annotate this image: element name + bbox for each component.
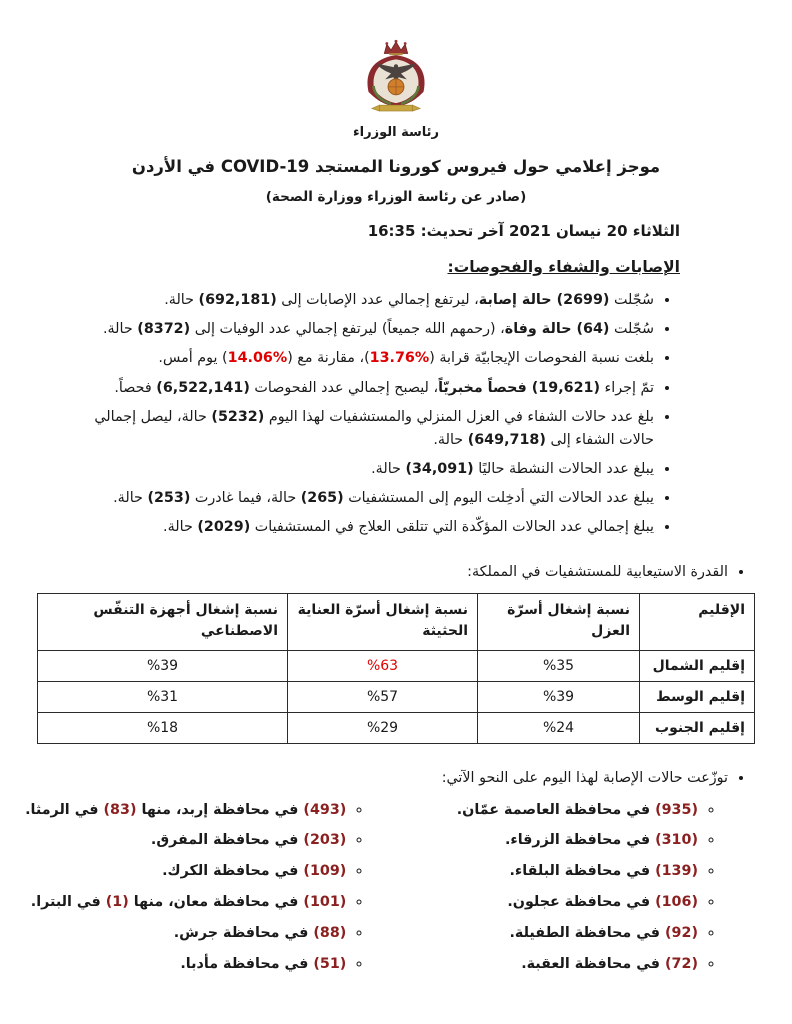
logo-caption: رئاسة الوزراء <box>353 125 439 140</box>
text-segment: سُجّلت <box>609 321 654 338</box>
text-segment: في محافظة معان، منها <box>128 894 304 911</box>
list-item <box>4 923 346 944</box>
text-segment: في محافظة الزرقاء. <box>504 832 656 849</box>
list-item <box>92 377 654 400</box>
text-segment: (1) <box>105 894 129 911</box>
text-segment: (64) حالة وفاة <box>504 321 610 338</box>
date-line: الثلاثاء 20 نيسان 2021 آخر تحديث: 16:35 <box>367 222 680 241</box>
list-item <box>4 800 346 821</box>
text-segment: في محافظة البلقاء. <box>509 863 656 880</box>
distribution-intro-line: • توزّعت حالات الإصابة لهذا اليوم على النحو الآتي: <box>0 770 728 786</box>
text-segment: (253) <box>147 490 191 507</box>
text-segment: يبلغ عدد الحالات التي أدخِلت اليوم إلى المستشفيات <box>343 490 654 507</box>
text-segment: في محافظة مأدبا. <box>180 956 314 973</box>
text-segment: (34,091) <box>405 461 474 478</box>
text-segment: حالة، ليصل إجمالي حالات الشفاء إلى <box>94 408 654 448</box>
text-segment: حالة. <box>113 490 148 507</box>
text-segment: (692,181) <box>198 292 277 309</box>
hospital-capacity-line: • القدرة الاستيعابية للمستشفيات في المملكة: <box>0 564 728 580</box>
cases-left-list <box>4 800 370 986</box>
text-segment: (203) <box>303 832 347 849</box>
case-distribution-columns <box>4 800 722 986</box>
text-segment: يبلغ إجمالي عدد الحالات المؤكّدة التي تتلقى العلاج في المستشفيات <box>250 519 654 536</box>
text-segment: حالة. <box>102 321 138 338</box>
text-segment: ، ليصبح إجمالي عدد الفحوصات <box>249 379 439 396</box>
text-segment: (19,621) فحصاً مخبريّاً <box>438 379 601 396</box>
text-segment: في محافظة الطفيلة. <box>509 925 665 942</box>
table-cell: %63 <box>288 650 478 681</box>
text-segment: (51) <box>313 956 347 973</box>
text-segment: %13.76 <box>369 350 430 367</box>
table-cell: %39 <box>38 650 288 681</box>
cases-right-list <box>370 800 722 986</box>
text-segment: ) يوم أمس. <box>158 350 228 367</box>
text-segment: في محافظة إربد، منها <box>136 801 304 818</box>
text-segment: تمّ إجراء <box>600 379 654 396</box>
table-row <box>38 712 755 743</box>
text-segment: ، (رحمهم الله جميعاً) ليرتفع إجمالي عدد الوفيات إلى <box>190 321 505 338</box>
text-segment: (2029) <box>197 519 251 536</box>
table-cell: %31 <box>38 681 288 712</box>
text-segment: حالة. <box>164 292 199 309</box>
text-segment: %14.06 <box>227 350 288 367</box>
list-item <box>4 830 346 851</box>
document-header <box>0 0 792 240</box>
table-cell: %39 <box>478 681 640 712</box>
text-segment: في محافظة العاصمة عمّان. <box>456 801 656 818</box>
list-item <box>370 800 698 821</box>
list-item <box>370 892 698 913</box>
distribution-intro <box>0 770 750 786</box>
list-item <box>370 830 698 851</box>
hospital-capacity-table <box>37 593 755 744</box>
text-segment: في البترا. <box>30 894 106 911</box>
text-segment: في الرمثا. <box>25 801 104 818</box>
list-item <box>92 516 654 539</box>
text-segment: (92) <box>665 925 698 942</box>
text-segment: حالة. <box>371 461 406 478</box>
table-cell: إقليم الجنوب <box>640 712 755 743</box>
table-cell: %24 <box>478 712 640 743</box>
list-item <box>92 458 654 481</box>
table-col-header: نسبة إشغال أسرّة العزل <box>478 593 640 650</box>
text-segment: (101) <box>303 894 347 911</box>
table-cell: إقليم الشمال <box>640 650 755 681</box>
list-item <box>92 318 654 341</box>
text-segment: في محافظة المفرق. <box>150 832 304 849</box>
text-segment: (310) <box>655 832 698 849</box>
text-segment: حالة، فيما غادرت <box>190 490 301 507</box>
text-segment: (109) <box>303 863 347 880</box>
table-col-header: نسبة إشغال أجهزة التنفّس الاصطناعي <box>38 593 288 650</box>
text-segment: ، ليرتفع إجمالي عدد الإصابات إلى <box>276 292 479 309</box>
text-segment: (265) <box>300 490 344 507</box>
text-segment: (649,718) <box>467 431 546 448</box>
text-segment: حالة. <box>433 431 468 448</box>
page-title: موجز إعلامي حول فيروس كورونا المستجد COVID-19 في الأردن <box>131 157 661 176</box>
table-body <box>38 650 755 743</box>
table-cell: %35 <box>478 650 640 681</box>
table-col-header: الإقليم <box>640 593 755 650</box>
list-item <box>92 406 654 452</box>
hospital-capacity-intro <box>0 564 750 580</box>
text-segment: (88) <box>313 925 347 942</box>
text-segment: (83) <box>103 801 137 818</box>
section-heading-infections: الإصابات والشفاء والفحوصات: <box>447 258 680 277</box>
list-item <box>370 954 698 975</box>
coat-of-arms-graphic <box>346 38 446 124</box>
list-item <box>4 861 346 882</box>
jordan-coat-of-arms-logo <box>346 38 446 140</box>
text-segment: في محافظة جرش. <box>173 925 314 942</box>
table-cell: %29 <box>288 712 478 743</box>
list-item <box>4 954 346 975</box>
text-segment: (493) <box>303 801 347 818</box>
text-segment: (106) <box>655 894 698 911</box>
table-cell: %57 <box>288 681 478 712</box>
list-item <box>4 892 346 913</box>
text-segment: سُجّلت <box>609 292 654 309</box>
infection-bullets <box>92 289 676 539</box>
table-col-header: نسبة إشغال أسرّة العناية الحثيثة <box>288 593 478 650</box>
table-row <box>38 681 755 712</box>
text-segment: حالة. <box>163 519 198 536</box>
page-subtitle: (صادر عن رئاسة الوزراء ووزارة الصحة) <box>265 189 527 206</box>
text-segment: في محافظة الكرك. <box>162 863 304 880</box>
text-segment: (139) <box>655 863 698 880</box>
text-segment: (2699) حالة إصابة <box>478 292 610 309</box>
list-item <box>92 487 654 510</box>
list-item <box>370 923 698 944</box>
text-segment: يبلغ عدد الحالات النشطة حاليًا <box>473 461 654 478</box>
table-cell: %18 <box>38 712 288 743</box>
text-segment: )، مقارنة مع ( <box>287 350 370 367</box>
table-cell: إقليم الوسط <box>640 681 755 712</box>
text-segment: في محافظة العقبة. <box>521 956 665 973</box>
text-segment: (8372) <box>137 321 191 338</box>
text-segment: فحصاً. <box>114 379 157 396</box>
list-item <box>92 289 654 312</box>
text-segment: (5232) <box>211 408 265 425</box>
table-row <box>38 650 755 681</box>
text-segment: بلغت نسبة الفحوصات الإيجابيّة قرابة ( <box>429 350 654 367</box>
list-item <box>370 861 698 882</box>
text-segment: بلغ عدد حالات الشفاء في العزل المنزلي والمستشفيات لهذا اليوم <box>264 408 654 425</box>
table-header-row <box>38 593 755 650</box>
list-item <box>92 347 654 370</box>
text-segment: (935) <box>655 801 698 818</box>
text-segment: (72) <box>665 956 698 973</box>
text-segment: في محافظة عجلون. <box>507 894 656 911</box>
text-segment: (6,522,141) <box>156 379 250 396</box>
